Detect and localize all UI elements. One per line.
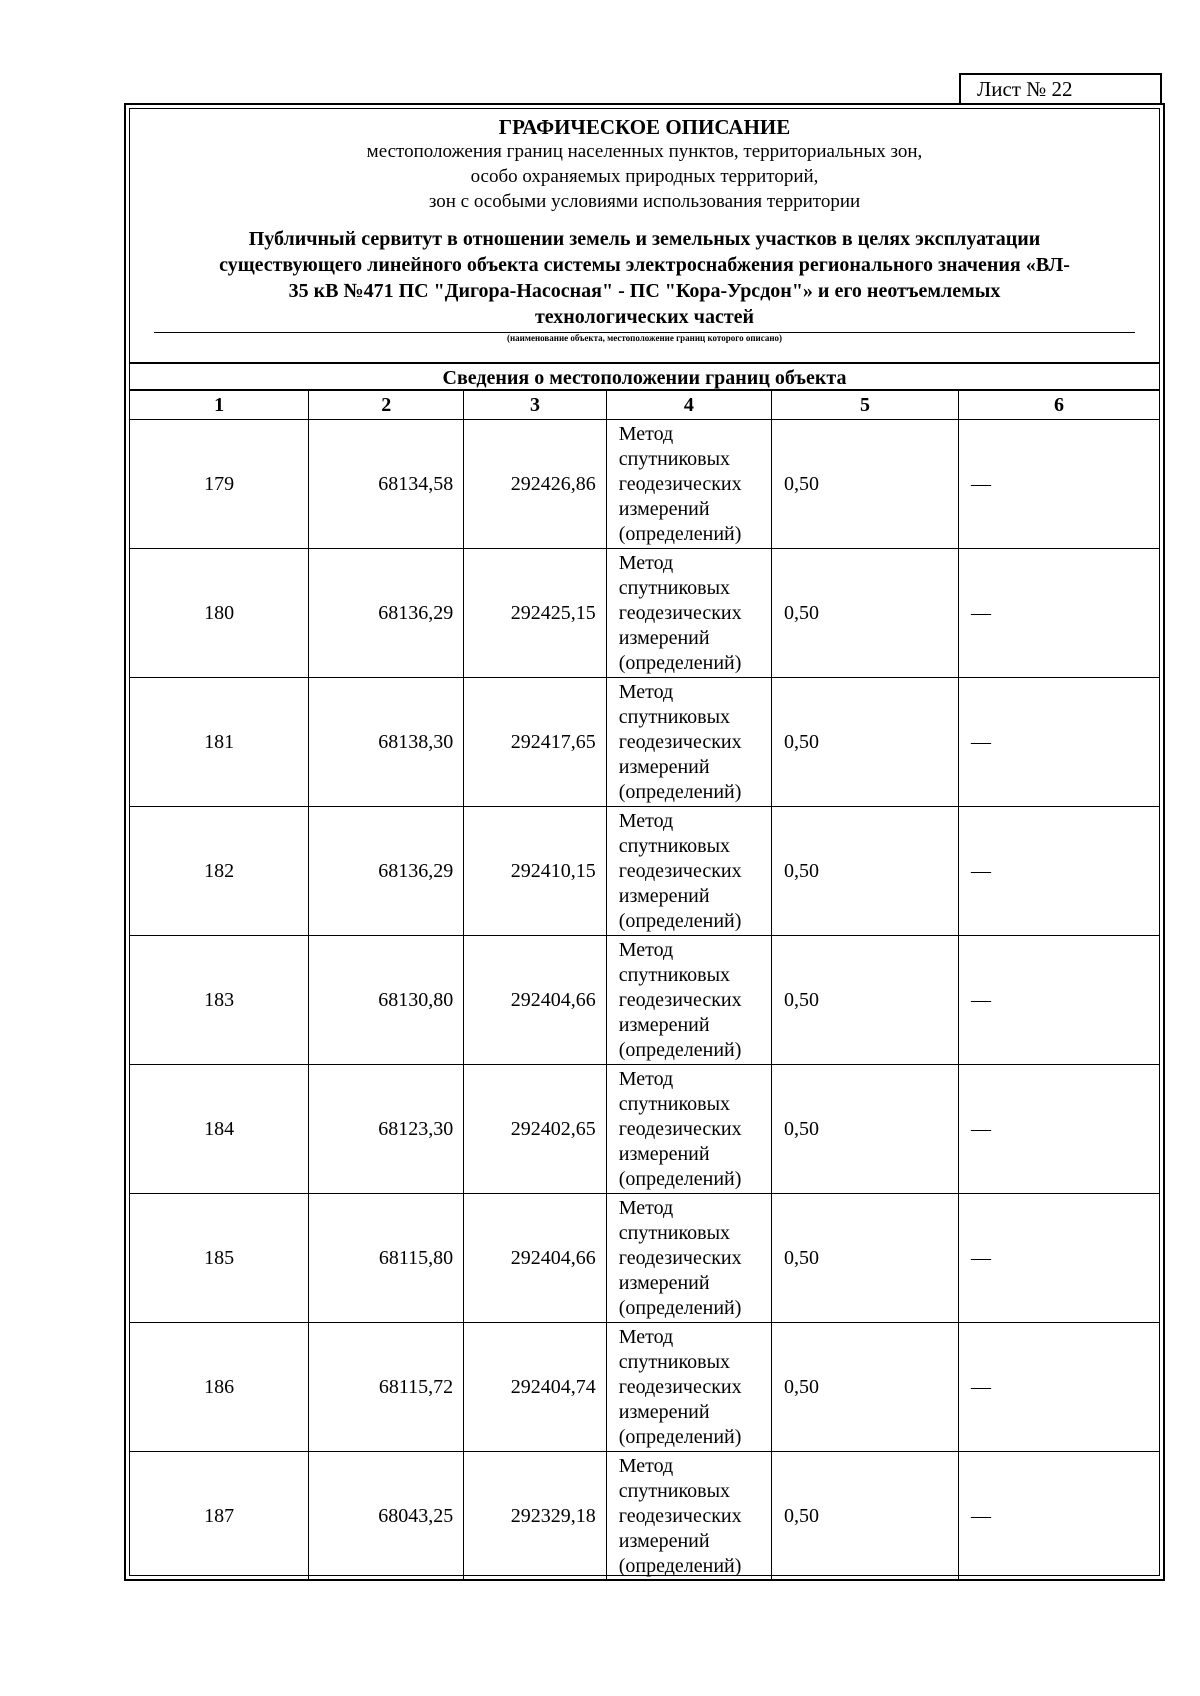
column-header: 4: [606, 391, 771, 420]
column-header: 1: [130, 391, 309, 420]
method-line: спутниковых: [618, 576, 731, 599]
coordinates-table: [130, 391, 1159, 1581]
coordinate-y-cell: 292417,65: [464, 678, 607, 807]
coordinate-y-cell: 292426,86: [464, 420, 607, 549]
coordinate-y-cell: 292425,15: [464, 549, 607, 678]
method-line: спутниковых: [618, 1221, 731, 1244]
method-line: (определений): [618, 1554, 742, 1577]
accuracy-cell: 0,50: [772, 1194, 959, 1323]
method-line: Метод: [618, 551, 674, 574]
coordinate-x-cell: 68138,30: [309, 678, 464, 807]
method-line: геодезических: [618, 601, 742, 624]
document-frame: [124, 103, 1165, 1581]
table-row: [130, 1194, 1159, 1323]
object-name: [158, 226, 1131, 330]
accuracy-cell: 0,50: [772, 1323, 959, 1452]
document-subtitle-line: зон с особыми условиями использования территории: [428, 191, 861, 212]
method-line: измерений: [618, 1400, 710, 1423]
accuracy-cell: 0,50: [772, 549, 959, 678]
point-number-cell: 182: [130, 807, 309, 936]
table-row: [130, 807, 1159, 936]
method-line: измерений: [618, 1142, 710, 1165]
method-line: геодезических: [618, 1246, 742, 1269]
method-line: геодезических: [618, 472, 742, 495]
method-line: спутниковых: [618, 1479, 731, 1502]
description-cell: —: [959, 936, 1159, 1065]
column-header: 3: [464, 391, 607, 420]
method-line: геодезических: [618, 1117, 742, 1140]
coordinate-x-cell: 68115,72: [309, 1323, 464, 1452]
description-cell: —: [959, 549, 1159, 678]
description-cell: —: [959, 1323, 1159, 1452]
method-line: измерений: [618, 497, 710, 520]
coordinate-x-cell: 68043,25: [309, 1452, 464, 1581]
object-name-line: Публичный сервитут в отношении земель и земельных участков в целях эксплуатации: [248, 228, 1041, 250]
point-number-cell: 181: [130, 678, 309, 807]
method-cell: [606, 936, 771, 1065]
method-line: измерений: [618, 884, 710, 907]
description-cell: —: [959, 420, 1159, 549]
method-cell: [606, 807, 771, 936]
point-number-cell: 185: [130, 1194, 309, 1323]
method-line: измерений: [618, 1013, 710, 1036]
point-number-cell: 186: [130, 1323, 309, 1452]
coordinate-y-cell: 292404,66: [464, 1194, 607, 1323]
method-line: измерений: [618, 1529, 710, 1552]
coordinate-x-cell: 68136,29: [309, 807, 464, 936]
method-line: (определений): [618, 651, 742, 674]
section-title: Сведения о местоположении границ объекта: [130, 364, 1159, 391]
method-line: спутниковых: [618, 963, 731, 986]
method-line: (определений): [618, 1038, 742, 1061]
accuracy-cell: 0,50: [772, 678, 959, 807]
method-cell: [606, 420, 771, 549]
table-row: [130, 1452, 1159, 1581]
method-cell: [606, 1194, 771, 1323]
point-number-cell: 179: [130, 420, 309, 549]
coordinate-y-cell: 292402,65: [464, 1065, 607, 1194]
column-header: 5: [772, 391, 959, 420]
method-line: Метод: [618, 680, 674, 703]
method-line: Метод: [618, 1325, 674, 1348]
method-line: (определений): [618, 1296, 742, 1319]
method-line: геодезических: [618, 1504, 742, 1527]
accuracy-cell: 0,50: [772, 1065, 959, 1194]
object-name-line: 35 кВ №471 ПС "Дигора-Насосная" - ПС "Кора-Урсдон"» и его неотъемлемых: [288, 280, 1001, 302]
coordinate-y-cell: 292404,66: [464, 936, 607, 1065]
method-line: спутниковых: [618, 834, 731, 857]
coordinate-x-cell: 68134,58: [309, 420, 464, 549]
object-caption: (наименование объекта, местоположение границ которого описано): [506, 333, 783, 343]
method-line: Метод: [618, 1067, 674, 1090]
document-subtitle-line: особо охраняемых природных территорий,: [470, 166, 819, 187]
method-line: геодезических: [618, 1375, 742, 1398]
method-line: Метод: [618, 809, 674, 832]
method-line: измерений: [618, 1271, 710, 1294]
sheet-number: Лист № 22: [959, 73, 1162, 103]
method-line: Метод: [618, 422, 674, 445]
method-line: Метод: [618, 1196, 674, 1219]
accuracy-cell: 0,50: [772, 1452, 959, 1581]
description-cell: —: [959, 1065, 1159, 1194]
method-line: (определений): [618, 780, 742, 803]
method-cell: [606, 549, 771, 678]
method-line: геодезических: [618, 730, 742, 753]
method-line: (определений): [618, 1425, 742, 1448]
object-name-line: существующего линейного объекта системы электроснабжения регионального значения «ВЛ-: [219, 254, 1070, 276]
table-row: [130, 936, 1159, 1065]
column-header: 6: [959, 391, 1159, 420]
document-frame-inner: [129, 108, 1160, 1576]
table-row: [130, 1065, 1159, 1194]
table-row: [130, 549, 1159, 678]
coordinate-x-cell: 68123,30: [309, 1065, 464, 1194]
table-row: [130, 420, 1159, 549]
method-line: (определений): [618, 909, 742, 932]
description-cell: —: [959, 1452, 1159, 1581]
coordinate-y-cell: 292410,15: [464, 807, 607, 936]
coordinate-x-cell: 68115,80: [309, 1194, 464, 1323]
method-line: (определений): [618, 522, 742, 545]
method-line: (определений): [618, 1167, 742, 1190]
document-subtitle-line: местоположения границ населенных пунктов, территориальных зон,: [366, 141, 923, 162]
method-line: геодезических: [618, 859, 742, 882]
method-cell: [606, 1323, 771, 1452]
description-cell: —: [959, 1194, 1159, 1323]
table-body: [130, 420, 1159, 1581]
description-cell: —: [959, 678, 1159, 807]
method-line: спутниковых: [618, 1350, 731, 1373]
accuracy-cell: 0,50: [772, 807, 959, 936]
column-header: 2: [309, 391, 464, 420]
table-row: [130, 678, 1159, 807]
coordinate-y-cell: 292404,74: [464, 1323, 607, 1452]
method-line: Метод: [618, 1454, 674, 1477]
method-cell: [606, 1065, 771, 1194]
point-number-cell: 187: [130, 1452, 309, 1581]
coordinate-x-cell: 68136,29: [309, 549, 464, 678]
point-number-cell: 184: [130, 1065, 309, 1194]
point-number-cell: 180: [130, 549, 309, 678]
coordinate-y-cell: 292329,18: [464, 1452, 607, 1581]
method-line: геодезических: [618, 988, 742, 1011]
method-line: спутниковых: [618, 1092, 731, 1115]
table-row: [130, 1323, 1159, 1452]
method-cell: [606, 678, 771, 807]
document-header: [130, 109, 1159, 364]
coordinate-x-cell: 68130,80: [309, 936, 464, 1065]
point-number-cell: 183: [130, 936, 309, 1065]
object-name-line: технологических частей: [534, 306, 755, 328]
method-line: измерений: [618, 755, 710, 778]
method-line: спутниковых: [618, 447, 731, 470]
table-header-row: [130, 391, 1159, 420]
method-line: измерений: [618, 626, 710, 649]
accuracy-cell: 0,50: [772, 420, 959, 549]
method-line: Метод: [618, 938, 674, 961]
accuracy-cell: 0,50: [772, 936, 959, 1065]
method-cell: [606, 1452, 771, 1581]
document-title: ГРАФИЧЕСКОЕ ОПИСАНИЕ: [498, 115, 791, 139]
method-line: спутниковых: [618, 705, 731, 728]
description-cell: —: [959, 807, 1159, 936]
